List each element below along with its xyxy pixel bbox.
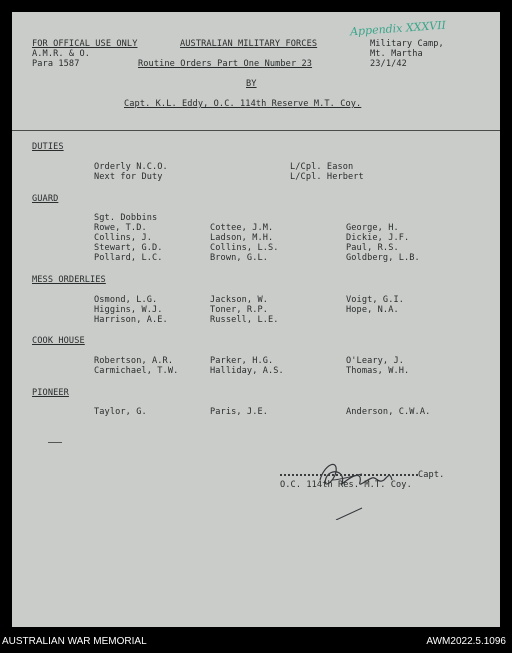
guard-name: Brown, G.L. <box>210 253 269 263</box>
issuing-officer: Capt. K.L. Eddy, O.C. 114th Reserve M.T. Coy. <box>124 99 362 109</box>
routine-orders-heading: Routine Orders Part One Number 23 <box>138 59 313 69</box>
mess-name: Hope, N.A. <box>346 305 399 315</box>
order-date: 23/1/42 <box>370 59 407 69</box>
appendix-annotation: Appendix XXXVII <box>349 18 447 39</box>
pioneer-name: Paris, J.E. <box>210 407 269 417</box>
camp-line: Military Camp, <box>370 39 444 49</box>
mess-name: Toner, R.P. <box>210 305 269 315</box>
guard-name: Ladson, M.H. <box>210 233 274 243</box>
mess-orderlies-heading: MESS ORDERLIES <box>32 275 106 285</box>
by-label: BY <box>246 79 257 89</box>
guard-name: Pollard, L.C. <box>94 253 163 263</box>
mess-name: Higgins, W.J. <box>94 305 163 315</box>
guard-name: George, H. <box>346 223 399 233</box>
mess-name: Jackson, W. <box>210 295 269 305</box>
pioneer-name: Taylor, G. <box>94 407 147 417</box>
accession-number: AWM2022.5.1096 <box>426 636 506 647</box>
guard-name: Cottee, J.M. <box>210 223 274 233</box>
guard-name: Stewart, G.D. <box>94 243 163 253</box>
duty-role: Next for Duty <box>94 172 163 182</box>
official-use-label: FOR OFFICAL USE ONLY <box>32 39 138 49</box>
margin-mark <box>48 442 62 443</box>
duty-name: L/Cpl. Herbert <box>290 172 364 182</box>
guard-name: Collins, L.S. <box>210 243 279 253</box>
unit-heading: AUSTRALIAN MILITARY FORCES <box>180 39 318 49</box>
guard-sergeant: Sgt. Dobbins <box>94 213 158 223</box>
document-page <box>12 12 500 627</box>
duty-role: Orderly N.C.O. <box>94 162 168 172</box>
pioneer-heading: PIONEER <box>32 388 69 398</box>
pioneer-name: Anderson, C.W.A. <box>346 407 431 417</box>
cook-name: O'Leary, J. <box>346 356 405 366</box>
duties-heading: DUTIES <box>32 142 64 152</box>
cook-house-heading: COOK HOUSE <box>32 336 85 346</box>
institution-credit: AUSTRALIAN WAR MEMORIAL <box>2 636 147 647</box>
guard-name: Dickie, J.F. <box>346 233 410 243</box>
cook-name: Thomas, W.H. <box>346 366 410 376</box>
guard-name: Paul, R.S. <box>346 243 399 253</box>
cook-name: Carmichael, T.W. <box>94 366 179 376</box>
cook-name: Robertson, A.R. <box>94 356 174 366</box>
place-line: Mt. Martha <box>370 49 423 59</box>
mess-name: Russell, L.E. <box>210 315 279 325</box>
header-divider <box>12 130 500 131</box>
guard-name: Goldberg, L.B. <box>346 253 420 263</box>
cook-name: Parker, H.G. <box>210 356 274 366</box>
mess-name: Voigt, G.I. <box>346 295 405 305</box>
mess-name: Osmond, L.G. <box>94 295 158 305</box>
signatory-title: O.C. 114th Res. M.T. Coy. <box>280 480 412 490</box>
cook-name: Halliday, A.S. <box>210 366 284 376</box>
signatory-rank: Capt. <box>418 470 445 480</box>
guard-name: Collins, J. <box>94 233 153 243</box>
signature-line <box>280 474 418 476</box>
guard-heading: GUARD <box>32 194 59 204</box>
mess-name: Harrison, A.E. <box>94 315 168 325</box>
para-reference: Para 1587 <box>32 59 80 69</box>
duty-name: L/Cpl. Eason <box>290 162 354 172</box>
amr-reference: A.M.R. & O. <box>32 49 91 59</box>
guard-name: Rowe, T.D. <box>94 223 147 233</box>
